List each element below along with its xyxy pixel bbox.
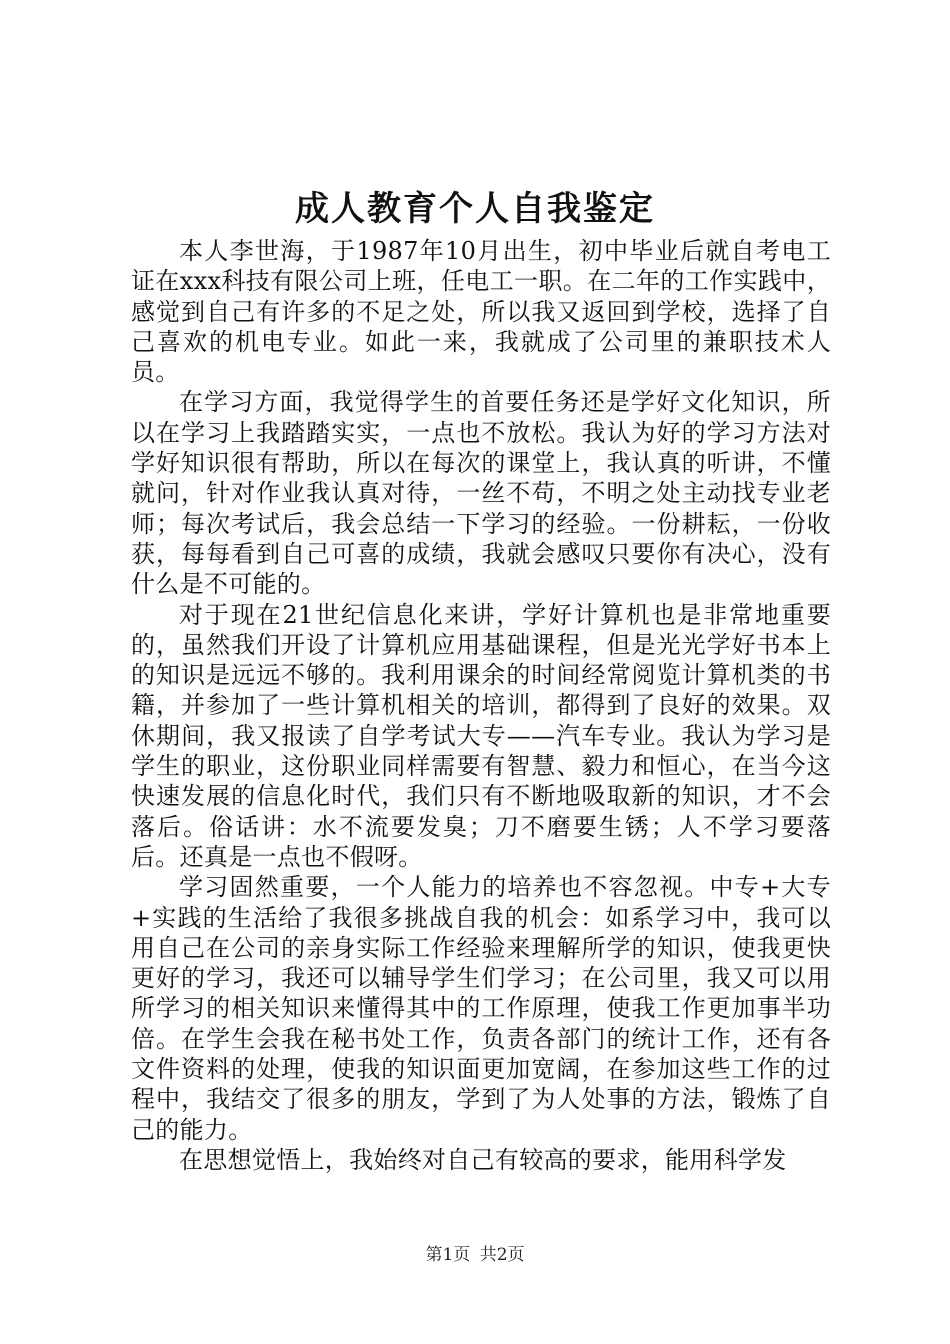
page-footer [0,1243,950,1267]
document-title: 成人教育个人自我鉴定 [295,189,655,229]
document-body [131,236,831,1175]
page-total: 共2页 [479,1245,525,1265]
paragraph-ability: 学习固然重要，一个人能力的培养也不容忽视。中专+大专+实践的生活给了我很多挑战自我的机会：如系学习中，我可以用自己在公司的亲身实际工作经验来理解所学的知识，使我更快更好的学习，我还可以辅导学生们学习；在公司里，我又可以用所学习的相关知识来懂得其中的工作原理，使我工作更加事半功倍。在学生会我在秘书处工作，负责各部门的统计工作，还有各文件资料的处理，使我的知识面更加宽阔，在参加这些工作的过程中，我结交了很多的朋友，学到了为人处事的方法，锻炼了自己的能力。 [131,873,831,1144]
paragraph-thought: 在思想觉悟上，我始终对自己有较高的要求，能用科学发 [179,1145,787,1174]
page-number: 第1页 [425,1245,471,1265]
paragraph-study: 在学习方面，我觉得学生的首要任务还是学好文化知识，所以在学习上我踏踏实实，一点也不放松。我认为好的学习方法对学好知识很有帮助，所以在每次的课堂上，我认真的听讲，不懂就问，针对作业我认真对待，一丝不苟，不明之处主动找专业老师；每次考试后，我会总结一下学习的经验。一份耕耘，一份收获，每每看到自己可喜的成绩，我就会感叹只要你有决心，没有什么是不可能的。 [131,388,831,599]
paragraph-intro: 本人李世海，于1987年10月出生，初中毕业后就自考电工证在xxx科技有限公司上班，任电工一职。在二年的工作实践中，感觉到自己有许多的不足之处，所以我又返回到学校，选择了自己喜欢的机电专业。如此一来，我就成了公司里的兼职技术人员。 [131,237,831,387]
paragraph-computer: 对于现在21世纪信息化来讲，学好计算机也是非常地重要的，虽然我们开设了计算机应用基础课程，但是光光学好书本上的知识是远远不够的。我利用课余的时间经常阅览计算机类的书籍，并参加了一些计算机相关的培训，都得到了良好的效果。双休期间，我又报读了自学考试大专——汽车专业。我认为学习是学生的职业，这份职业同样需要有智慧、毅力和恒心，在当今这快速发展的信息化时代，我们只有不断地吸取新的知识，才不会落后。俗话讲：水不流要发臭；刀不磨要生锈；人不学习要落后。还真是一点也不假呀。 [131,600,831,871]
